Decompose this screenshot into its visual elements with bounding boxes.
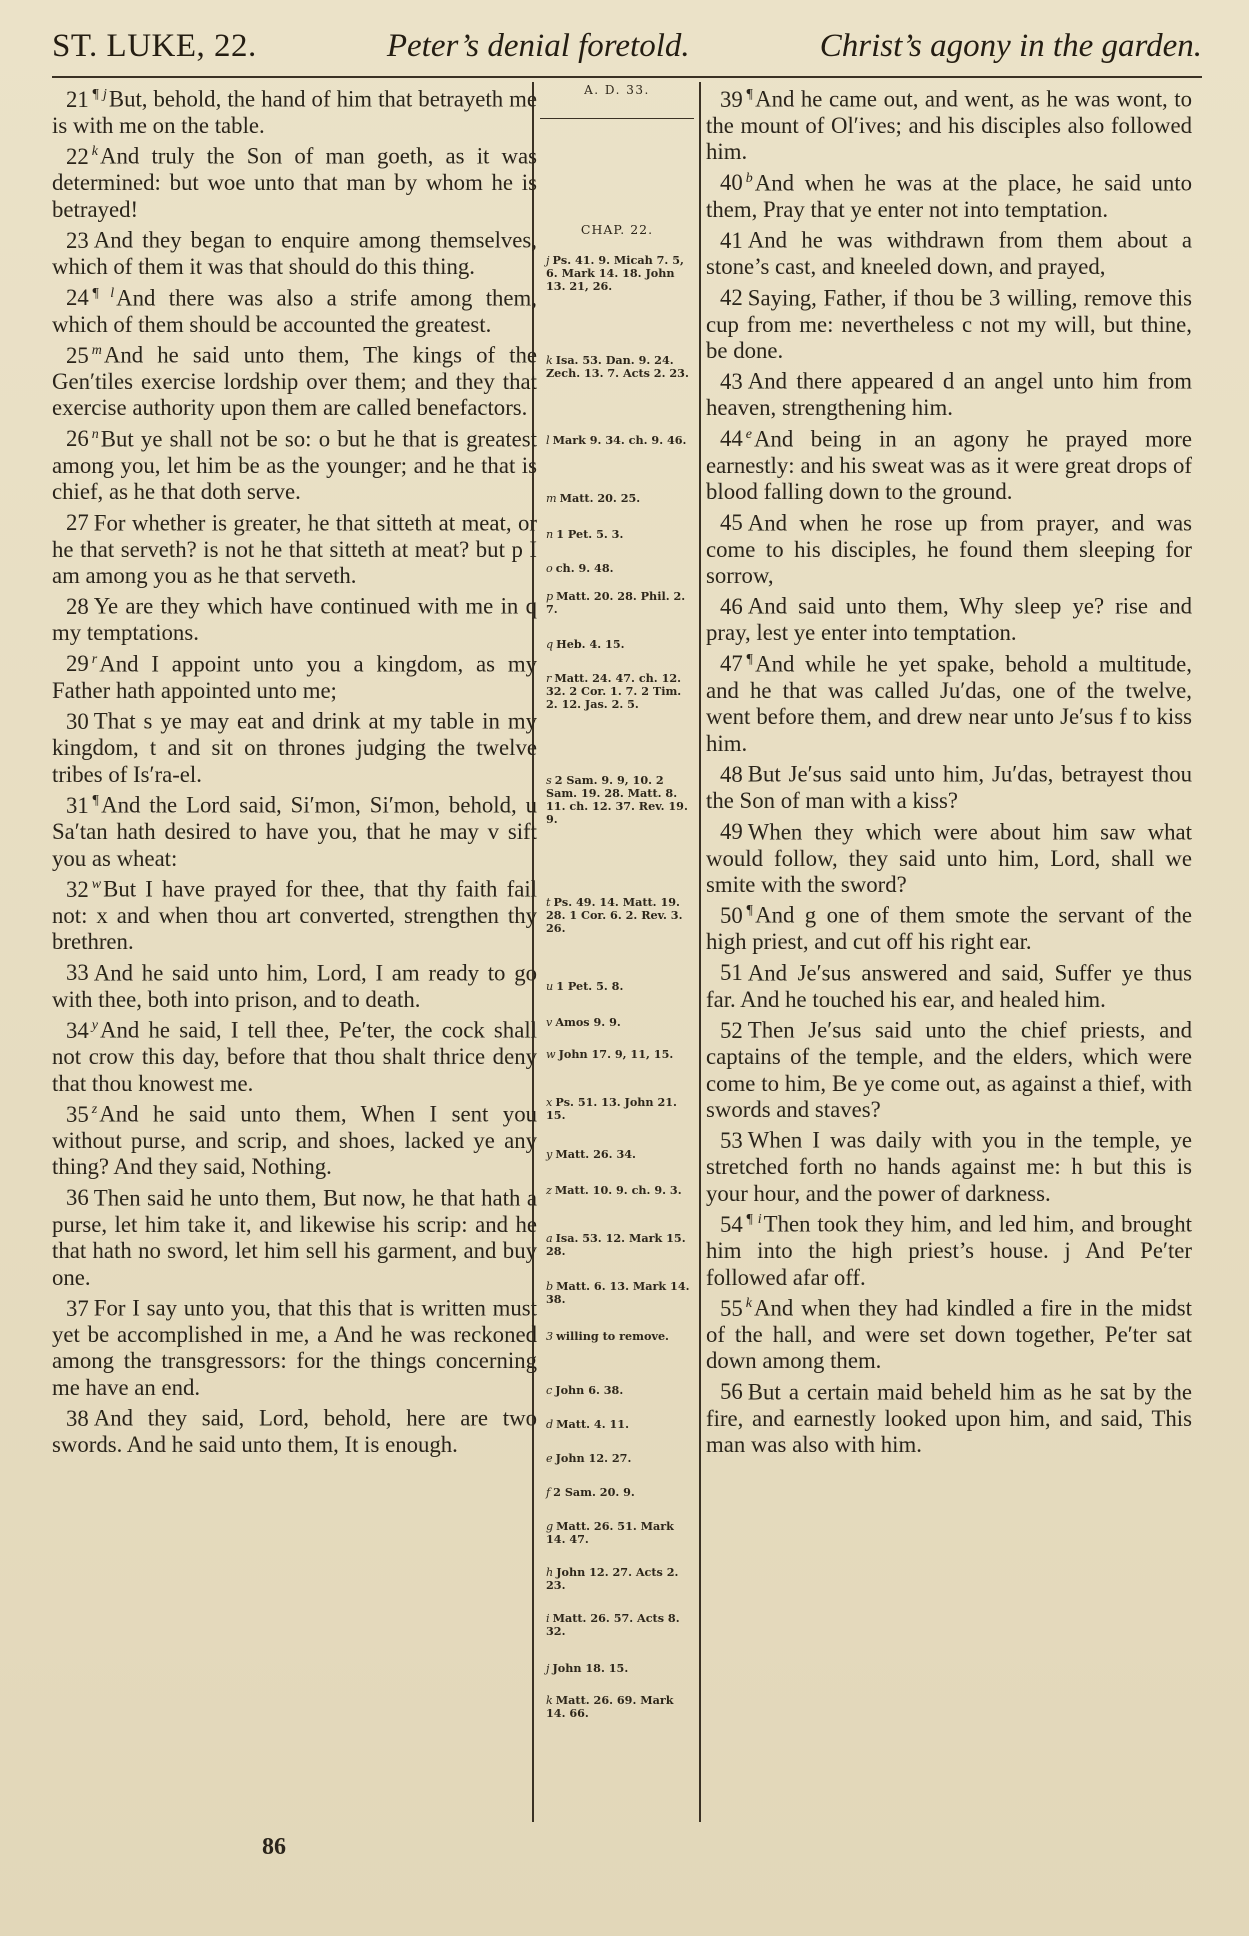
verse: 26 $^n$But ye shall not be so: o but he that is greatest among you, let him be as the younger; and he that is chief, as he that doth serve. <box>52 426 537 505</box>
verse: 50 ¶And g one of them smote the servant of the high priest, and cut off his right ear. <box>706 902 1192 955</box>
cross-reference: s 2 Sam. 9. 9, 10. 2 Sam. 19. 28. Matt. 8. 11. ch. 12. 37. Rev. 19. 9. <box>546 773 688 826</box>
cross-reference: j Ps. 41. 9. Micah 7. 5, 6. Mark 14. 18. John 13. 21, 26. <box>546 253 684 293</box>
cross-reference: o ch. 9. 48. <box>546 561 614 575</box>
cross-reference: p Matt. 20. 28. Phil. 2. 7. <box>546 589 686 616</box>
verse: 40 $^b$And when he was at the place, he said unto them, Pray that ye enter not into temptation. <box>706 170 1192 222</box>
column-divider-right <box>699 82 701 1822</box>
verse: 43 And there appeared d an angel unto him from heaven, strengthening him. <box>706 369 1192 421</box>
cross-reference: r Matt. 24. 47. ch. 12. 32. 2 Cor. 1. 7. 2 Tim. 2. 12. Jas. 2. 5. <box>546 671 682 711</box>
verse: 22 $^k$And truly the Son of man goeth, as it was determined: but woe unto that man by whom he is betrayed! <box>52 144 537 222</box>
verse: 53 When I was daily with you in the temple, ye stretched forth no hands against me: h but this is your hour, and the power of darkness. <box>706 1127 1192 1206</box>
cross-reference: d Matt. 4. 11. <box>546 1417 629 1431</box>
verse: 24 $^{\P l}$And there was also a strife among them, which of them should be accounted the greatest. <box>52 285 537 337</box>
cross-reference: i Matt. 26. 57. Acts 8. 32. <box>546 1611 680 1638</box>
cross-reference: t Ps. 49. 14. Matt. 19. 28. 1 Cor. 6. 2. Rev. 3. 26. <box>546 895 683 935</box>
verse: 38 And they said, Lord, behold, here are two swords. And he said unto them, It is enough. <box>52 1405 537 1458</box>
verse: 39 ¶And he came out, and went, as he was wont, to the mount of Ol′ives; and his disciples also followed him. <box>706 86 1192 165</box>
right-text-column <box>706 82 1192 1459</box>
verse: 30 That s ye may eat and drink at my table in my kingdom, t and sit on thrones judging the twelve tribes of Is′ra-el. <box>52 708 537 787</box>
topic-right: Christ’s agony in the garden. <box>819 28 1202 64</box>
topic-left: Peter’s denial foretold. <box>386 28 690 64</box>
verse: 34 $^y$And he said, I tell thee, Pe′ter, the cock shall not crow this day, before that thou shalt thrice deny that thou knowest me. <box>52 1017 537 1096</box>
cross-reference: l Mark 9. 34. ch. 9. 46. <box>546 433 687 447</box>
verse: 35 $^z$And he said unto them, When I sent you without purse, and scrip, and shoes, lacked ye any thing? And they said, Nothing. <box>52 1101 537 1180</box>
book-chapter-title: ST. LUKE, 22. <box>52 28 257 64</box>
cross-reference: u 1 Pet. 5. 8. <box>546 979 624 993</box>
cross-reference: j John 18. 15. <box>546 1661 629 1675</box>
cross-reference: b Matt. 6. 13. Mark 14. 38. <box>546 1279 690 1306</box>
verse: 54 $^{\P i}$Then took they him, and led him, and brought him into the high priest’s house. j And Pe′ter followed afar off. <box>706 1211 1193 1290</box>
cross-reference: k Isa. 53. Dan. 9. 24. Zech. 13. 7. Acts 2. 23. <box>546 353 689 380</box>
verse: 51 And Je′sus answered and said, Suffer ye thus far. And he touched his ear, and healed him. <box>706 960 1192 1012</box>
verse: 37 For I say unto you, that this that is written must yet be accomplished in me, a And he was reckoned among the transgressors: for the things concerning me have an end. <box>52 1295 537 1400</box>
cross-reference: f 2 Sam. 20. 9. <box>546 1485 635 1499</box>
verse: 44 $^e$And being in an agony he prayed more earnestly: and his sweat was as it were great drops of blood falling down to the ground. <box>706 426 1192 505</box>
cross-reference: m Matt. 20. 25. <box>546 491 641 505</box>
verse: 42 Saying, Father, if thou be 3 willing, remove this cup from me: nevertheless c not my will, but thine, be done. <box>706 285 1192 364</box>
center-reference-column <box>540 82 694 1720</box>
verse: 45 And when he rose up from prayer, and was come to his disciples, he found them sleeping for sorrow, <box>706 510 1192 589</box>
cross-reference: h John 12. 27. Acts 2. 23. <box>546 1565 679 1592</box>
verse: 27 For whether is greater, he that sitteth at meat, or he that serveth? is not he that sitteth at meat? but p I am among you as he that serveth. <box>52 510 537 589</box>
verse: 49 When they which were about him saw what would follow, they said unto him, Lord, shall we smite with the sword? <box>706 819 1192 897</box>
cross-reference: w John 17. 9, 11, 15. <box>546 1047 674 1061</box>
cross-reference: n 1 Pet. 5. 3. <box>546 527 624 541</box>
verse: 25 $^m$And he said unto them, The kings of the Gen′tiles exercise lordship over them; and they that exercise authority upon them are called benefactors. <box>52 342 537 421</box>
cross-reference: 3 willing to remove. <box>546 1329 669 1343</box>
cross-reference: k Matt. 26. 69. Mark 14. 66. <box>546 1693 674 1720</box>
verse: 32 $^w$But I have prayed for thee, that thy faith fail not: x and when thou art converted, strengthen thy brethren. <box>52 876 537 955</box>
cross-reference: y Matt. 26. 34. <box>546 1147 636 1161</box>
verse: 36 Then said he unto them, But now, he that hath a purse, let him take it, and likewise his scrip: and he that hath no sword, let him sell his garment, and buy one. <box>52 1185 537 1290</box>
verse: 29 $^r$And I appoint unto you a kingdom, as my Father hath appointed unto me; <box>52 651 537 703</box>
verse: 46 And said unto them, Why sleep ye? rise and pray, lest ye enter into temptation. <box>706 594 1192 646</box>
verse: 28 Ye are they which have continued with me in q my temptations. <box>52 594 537 646</box>
verse: 52 Then Je′sus said unto the chief priests, and captains of the temple, and the elders, which were come to him, Be ye come out, as against a thief, with swords and staves? <box>706 1017 1192 1122</box>
verse: 47 ¶And while he yet spake, behold a multitude, and he that was called Ju′das, one of the twelve, went before them, and drew near unto Je′sus f to kiss him. <box>706 651 1192 756</box>
verse: 56 But a certain maid beheld him as he sat by the fire, and earnestly looked upon him, and said, This man was also with him. <box>706 1379 1192 1458</box>
verse: 21 $^{\P j}$But, behold, the hand of him that betrayeth me is with me on the table. <box>52 86 537 138</box>
left-text-column <box>52 82 537 1459</box>
verse: 55 $^k$And when they had kindled a fire in the midst of the hall, and were set down together, Pe′ter sat down among them. <box>706 1295 1192 1374</box>
page-number: 86 <box>262 1834 286 1860</box>
cross-reference: q Heb. 4. 15. <box>546 637 625 651</box>
verse: 33 And he said unto him, Lord, I am ready to go with thee, both into prison, and to death. <box>52 960 537 1012</box>
cross-reference: c John 6. 38. <box>546 1383 624 1397</box>
chapter-label: CHAP. 22. <box>580 222 654 237</box>
cross-reference: x Ps. 51. 13. John 21. 15. <box>546 1095 677 1122</box>
cross-reference: v Amos 9. 9. <box>546 1015 621 1029</box>
verse: 23 And they began to enquire among themselves, which of them it was that should do this thing. <box>52 227 537 280</box>
verse: 41 And he was withdrawn from them about a stone’s cast, and kneeled down, and prayed, <box>706 227 1192 280</box>
cross-reference: a Isa. 53. 12. Mark 15. 28. <box>546 1231 686 1258</box>
cross-reference: g Matt. 26. 51. Mark 14. 47. <box>546 1519 674 1546</box>
cross-reference: z Matt. 10. 9. ch. 9. 3. <box>546 1183 682 1197</box>
verse: 48 But Je′sus said unto him, Ju′das, betrayest thou the Son of man with a kiss? <box>706 761 1192 814</box>
verse: 31 ¶And the Lord said, Si′mon, Si′mon, behold, u Sa′tan hath desired to have you, that he may v sift you as wheat: <box>52 792 537 871</box>
running-header <box>52 28 1202 78</box>
cross-reference: e John 12. 27. <box>546 1451 632 1465</box>
year-label: A. D. 33. <box>540 82 694 119</box>
